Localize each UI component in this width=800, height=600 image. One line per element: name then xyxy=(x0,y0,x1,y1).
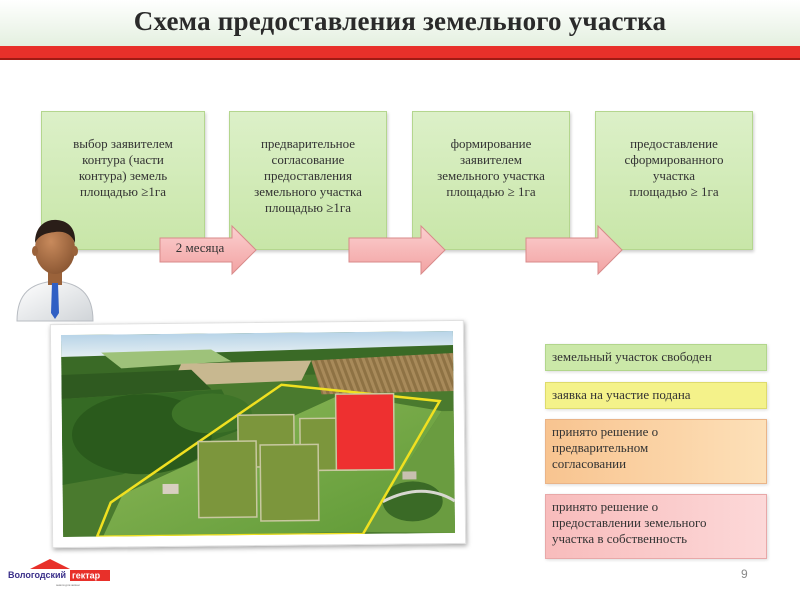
step-box-preliminary-approval: предварительное согласование предоставления земельного участка площадью ≥1га xyxy=(229,111,387,250)
red-stripe xyxy=(0,46,800,58)
legend-item-free: земельный участок свободен xyxy=(545,344,767,371)
step-box-provision: предоставление сформированного участка площадью ≥ 1га xyxy=(595,111,753,250)
arrow-3 xyxy=(524,224,624,276)
step-box-formation: формирование заявителем земельного участка площадью ≥ 1га xyxy=(412,111,570,250)
title-bar xyxy=(0,0,800,46)
legend-item-application-submitted: заявка на участие подана xyxy=(545,382,767,409)
logo-tagline: земля для жизни xyxy=(56,583,80,587)
legend-item-preliminary-decision: принято решение о предварительном согласовании xyxy=(545,419,767,484)
logo-main-text: Вологодский xyxy=(8,570,67,580)
red-stripe-shadow xyxy=(0,58,800,60)
aerial-land-photo xyxy=(61,331,455,537)
logo-highlight-text: гектар xyxy=(72,570,101,581)
vologda-hectare-logo xyxy=(6,557,110,589)
person-avatar-icon xyxy=(15,213,95,323)
legend-item-ownership-decision: принято решение о предоставлении земельного участка в собственность xyxy=(545,494,767,559)
arrow-1-label: 2 месяца xyxy=(175,240,225,255)
step-box-choose-contour: выбор заявителем контура (части контура) земель площадью ≥1га xyxy=(41,111,205,250)
aerial-photo-frame xyxy=(50,320,466,548)
page-number: 9 xyxy=(741,567,748,581)
arrow-2 xyxy=(347,224,447,276)
page-title: Схема предоставления земельного участка xyxy=(133,6,667,36)
